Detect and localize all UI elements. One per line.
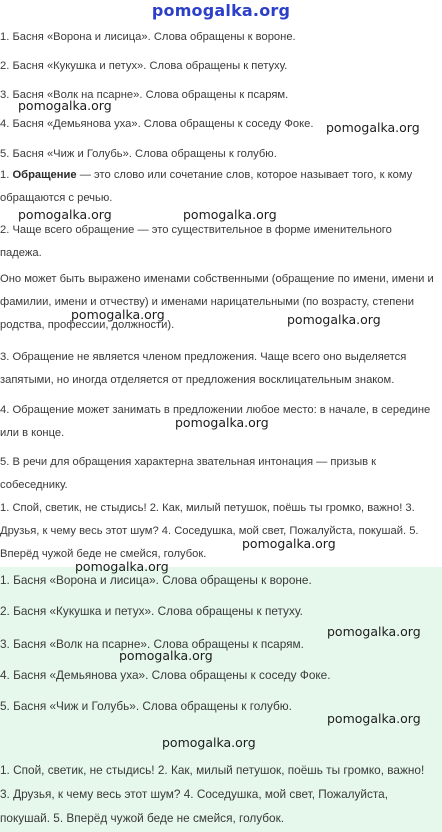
green-answer-4: 4. Басня «Демьянова уха». Слова обращены к соседу Фоке. [0, 668, 331, 682]
watermark-text: pomogalka.org [18, 98, 112, 113]
green-answer-2: 2. Басня «Кукушка и петух». Слова обращены к петуху. [0, 604, 303, 618]
examples-text: 1. Спой, светик, не стыдись! 2. Как, милый петушок, поёшь ты громко, важно! 3. Друзья, к чему весь этот шум? 4. Соседушка, мой свет, Пожалуйста, покушай. 5. Вперёд чужой беде не смейся, голубок. [0, 502, 419, 560]
green-answer-5: 5. Басня «Чиж и Голубь». Слова обращены к голубю. [0, 699, 292, 713]
header-watermark: pomogalka.org [151, 1, 291, 20]
theory-point-2: 2. Чаще всего обращение — это существительное в форме именительного падежа. [0, 224, 392, 259]
watermark-text: pomogalka.org [242, 536, 336, 551]
answer-5: 5. Басня «Чиж и Голубь». Слова обращены к голубю. [0, 148, 277, 160]
theory-point-4: 4. Обращение может занимать в предложении любое место: в начале, в середине или в конце. [0, 404, 431, 439]
answer-1: 1. Басня «Ворона и лисица». Слова обращены к вороне. [0, 31, 296, 43]
watermark-text: pomogalka.org [71, 307, 165, 322]
watermark-text: pomogalka.org [327, 624, 421, 639]
watermark-text: pomogalka.org [287, 312, 381, 327]
watermark-text: pomogalka.org [18, 207, 112, 222]
definition-text: — это слово или сочетание слов, которое называет того, к кому обращаются с речью. [0, 169, 413, 204]
watermark-text: pomogalka.org [327, 711, 421, 726]
theory-point-3: 3. Обращение не является членом предложения. Чаще всего оно выделяется запятыми, но иногда отделяется от предложения восклицательным знаком. [0, 351, 407, 386]
theory-definition [0, 164, 436, 210]
watermark-text: pomogalka.org [175, 415, 269, 430]
definition-number: 1. [0, 169, 10, 181]
definition-term: Обращение [12, 169, 77, 181]
answer-4: 4. Басня «Демьянова уха». Слова обращены к соседу Фоке. [0, 118, 314, 130]
theory-point-2-detail: Оно может быть выражено именами собственными (обращение по имени, имени и фамилии, имени и отчеству) и именами нарицательными (по возрасту, степени родства, профессии, должности). [0, 273, 434, 331]
watermark-text: pomogalka.org [75, 559, 169, 574]
watermark-text: pomogalka.org [119, 648, 213, 663]
theory-point-5: 5. В речи для обращения характерна звательная интонация — призыв к собеседнику. [0, 456, 377, 491]
green-answer-3: 3. Басня «Волк на псарне». Слова обращены к псарям. [0, 637, 304, 651]
watermark-text: pomogalka.org [183, 207, 277, 222]
watermark-text: pomogalka.org [162, 735, 256, 750]
watermark-text: pomogalka.org [326, 120, 420, 135]
green-answer-1: 1. Басня «Ворона и лисица». Слова обращены к вороне. [0, 573, 312, 587]
answer-2: 2. Басня «Кукушка и петух». Слова обращены к петуху. [0, 60, 288, 72]
answer-3: 3. Басня «Волк на псарне». Слова обращены к псарям. [0, 89, 289, 101]
green-examples: 1. Спой, светик, не стыдись! 2. Как, милый петушок, поёшь ты громко, важно! 3. Друзья, к чему весь этот шум? 4. Соседушка, мой свет, Пожалуйста, покушай. 5. Вперёд чужой беде не смейся, голубок. [0, 763, 425, 825]
